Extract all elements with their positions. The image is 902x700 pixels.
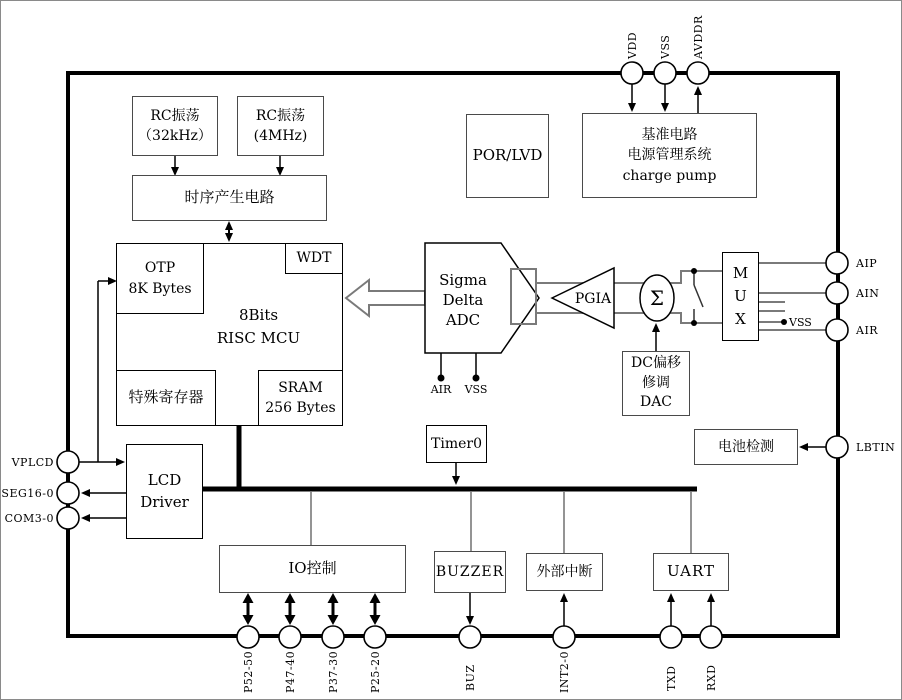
analog-switch <box>691 268 703 326</box>
block-power-management: 基准电路 电源管理系统 charge pump <box>582 113 757 198</box>
pin-p52-50 <box>237 626 259 648</box>
adc-label-line3: ADC <box>445 311 481 329</box>
pin-txd <box>660 626 682 648</box>
bus-drop-lines <box>311 491 691 553</box>
block-mux: M U X <box>722 252 759 341</box>
pin-label-p25-20: P25-20 <box>369 650 382 693</box>
mux-vss-label: VSS <box>789 316 812 329</box>
pin-avddr <box>687 62 709 84</box>
pin-label-rxd: RXD <box>705 664 718 691</box>
block-uart: UART <box>653 553 729 591</box>
adc-to-mcu-block-arrow <box>346 280 425 316</box>
block-buzzer: BUZZER <box>434 551 506 593</box>
block-sram: SRAM 256 Bytes <box>258 370 343 426</box>
pin-label-int2-0: INT2-0 <box>558 650 571 693</box>
block-timer0: Timer0 <box>426 425 487 463</box>
pin-label-seg: SEG16-0 <box>1 487 54 500</box>
adc-vss-label: VSS <box>464 383 488 396</box>
block-ext-interrupt: 外部中断 <box>526 553 603 591</box>
pgia-label: PGIA <box>574 291 612 307</box>
pin-com <box>57 507 79 529</box>
pin-label-avddr: AVDDR <box>692 15 705 59</box>
block-wdt: WDT <box>285 243 343 274</box>
adc-air-label: AIR <box>430 383 452 396</box>
pin-vss <box>654 62 676 84</box>
block-dc-offset-dac: DC偏移 修调 DAC <box>622 351 690 416</box>
pin-label-vss: VSS <box>659 34 672 59</box>
pin-label-p47-40: P47-40 <box>284 650 297 693</box>
adc-label-line1: Sigma <box>439 271 487 289</box>
pin-buz <box>459 626 481 648</box>
pin-label-p52-50: P52-50 <box>242 650 255 693</box>
pin-ain <box>826 282 848 304</box>
block-rc-osc-32k: RC振荡 （32kHz） <box>132 96 218 156</box>
pin-p47-40 <box>279 626 301 648</box>
pin-seg <box>57 482 79 504</box>
block-sfr: 特殊寄存器 <box>116 370 216 426</box>
block-timing-generator: 时序产生电路 <box>132 175 327 221</box>
block-por-lvd: POR/LVD <box>466 114 549 198</box>
pin-label-vplcd: VPLCD <box>11 456 54 469</box>
pin-label-p37-30: P37-30 <box>327 650 340 693</box>
pin-label-aip: AIP <box>856 257 878 270</box>
pin-label-com: COM3-0 <box>4 512 54 525</box>
pin-aip <box>826 252 848 274</box>
pin-label-buz: BUZ <box>464 664 477 691</box>
pin-label-lbtin: LBTIN <box>856 441 896 454</box>
pin-label-txd: TXD <box>665 665 678 691</box>
block-battery-detect: 电池检测 <box>694 429 798 465</box>
pin-p37-30 <box>322 626 344 648</box>
block-rc-osc-4m: RC振荡 (4MHz) <box>237 96 324 156</box>
pin-vdd <box>621 62 643 84</box>
block-otp: OTP 8K Bytes <box>116 243 204 314</box>
sigma-label: Σ <box>649 286 665 310</box>
pin-int2-0 <box>553 626 575 648</box>
pin-lbtin <box>826 436 848 458</box>
block-io-control: IO控制 <box>219 545 406 593</box>
pin-p25-20 <box>364 626 386 648</box>
pin-vplcd <box>57 451 79 473</box>
pin-rxd <box>700 626 722 648</box>
pin-label-vdd: VDD <box>626 31 639 59</box>
pin-label-ain: AIN <box>856 287 880 300</box>
mcu-label: 8Bits RISC MCU <box>216 306 301 347</box>
pin-air <box>826 319 848 341</box>
block-lcd-driver: LCD Driver <box>126 444 203 539</box>
adc-label-line2: Delta <box>442 291 484 309</box>
pin-label-air: AIR <box>856 324 879 337</box>
